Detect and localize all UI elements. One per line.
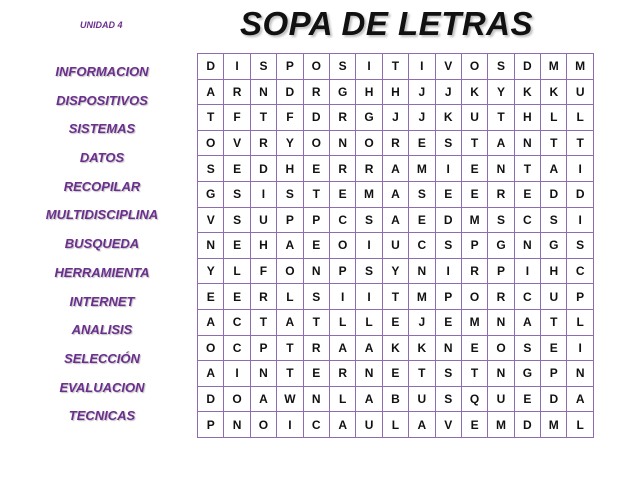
grid-cell[interactable]: K — [435, 105, 461, 131]
grid-cell[interactable]: N — [356, 361, 382, 387]
grid-cell[interactable]: C — [514, 284, 540, 310]
grid-cell[interactable]: S — [277, 181, 303, 207]
grid-cell[interactable]: A — [567, 386, 593, 412]
grid-cell[interactable]: N — [488, 309, 514, 335]
grid-cell[interactable]: D — [541, 181, 567, 207]
grid-cell[interactable]: F — [277, 105, 303, 131]
grid-cell[interactable]: R — [250, 130, 276, 156]
grid-cell[interactable]: S — [435, 386, 461, 412]
grid-cell[interactable]: E — [224, 156, 250, 182]
grid-cell[interactable]: A — [198, 309, 224, 335]
grid-cell[interactable]: N — [198, 233, 224, 259]
grid-cell[interactable]: E — [514, 181, 540, 207]
grid-cell[interactable]: O — [224, 386, 250, 412]
grid-cell[interactable]: E — [224, 233, 250, 259]
grid-cell[interactable]: F — [224, 105, 250, 131]
grid-cell[interactable]: A — [382, 181, 408, 207]
word-list-item: BUSQUEDA — [64, 236, 140, 252]
grid-cell[interactable]: M — [409, 284, 435, 310]
grid-cell[interactable]: N — [224, 412, 250, 438]
grid-cell[interactable]: H — [541, 258, 567, 284]
grid-cell[interactable]: T — [198, 105, 224, 131]
grid-cell[interactable]: G — [514, 361, 540, 387]
grid-cell[interactable]: T — [382, 284, 408, 310]
grid-cell[interactable]: T — [409, 361, 435, 387]
grid-cell[interactable]: R — [303, 79, 329, 105]
grid-cell[interactable]: A — [514, 309, 540, 335]
grid-cell[interactable]: M — [461, 309, 487, 335]
grid-cell[interactable]: T — [250, 309, 276, 335]
grid-cell[interactable]: L — [329, 386, 355, 412]
grid-cell[interactable]: D — [514, 412, 540, 438]
grid-cell[interactable]: O — [303, 130, 329, 156]
grid-cell[interactable]: A — [409, 412, 435, 438]
grid-row — [198, 233, 594, 259]
grid-cell[interactable]: E — [224, 284, 250, 310]
grid-cell[interactable]: W — [277, 386, 303, 412]
grid-cell[interactable]: L — [356, 309, 382, 335]
grid-cell[interactable]: U — [356, 412, 382, 438]
grid-cell[interactable]: O — [198, 130, 224, 156]
grid-cell[interactable]: R — [329, 105, 355, 131]
grid-cell[interactable]: D — [250, 156, 276, 182]
grid-cell[interactable]: T — [514, 156, 540, 182]
grid-cell[interactable]: G — [198, 181, 224, 207]
grid-cell[interactable]: E — [382, 361, 408, 387]
grid-cell[interactable]: L — [541, 105, 567, 131]
grid-cell[interactable]: F — [250, 258, 276, 284]
grid-cell[interactable]: C — [303, 412, 329, 438]
grid-cell[interactable]: S — [514, 335, 540, 361]
grid-cell[interactable]: L — [224, 258, 250, 284]
grid-cell[interactable]: E — [198, 284, 224, 310]
grid-cell[interactable]: K — [382, 335, 408, 361]
grid-cell[interactable]: M — [409, 156, 435, 182]
grid-cell[interactable]: N — [250, 79, 276, 105]
grid-cell[interactable]: S — [435, 233, 461, 259]
grid-cell[interactable]: S — [329, 54, 355, 80]
grid-cell[interactable]: M — [356, 181, 382, 207]
grid-cell[interactable]: C — [329, 207, 355, 233]
grid-row — [198, 79, 594, 105]
word-list-item: SISTEMAS — [68, 121, 136, 137]
grid-row — [198, 361, 594, 387]
grid-cell[interactable]: E — [461, 412, 487, 438]
grid-cell[interactable]: U — [250, 207, 276, 233]
grid-cell[interactable]: O — [461, 284, 487, 310]
grid-cell[interactable]: J — [409, 79, 435, 105]
grid-row — [198, 130, 594, 156]
grid-cell[interactable]: B — [382, 386, 408, 412]
grid-cell[interactable]: N — [303, 258, 329, 284]
grid-cell[interactable]: P — [461, 233, 487, 259]
word-list-item: EVALUACION — [59, 379, 145, 395]
grid-row — [198, 386, 594, 412]
grid-row — [198, 335, 594, 361]
grid-cell[interactable]: K — [409, 335, 435, 361]
grid-cell[interactable]: V — [224, 130, 250, 156]
grid-cell[interactable]: A — [198, 361, 224, 387]
grid-cell[interactable]: Y — [382, 258, 408, 284]
grid-cell[interactable]: O — [277, 258, 303, 284]
grid-cell[interactable]: D — [198, 54, 224, 80]
grid-cell[interactable]: O — [303, 54, 329, 80]
grid-cell[interactable]: V — [198, 207, 224, 233]
grid-cell[interactable]: N — [250, 361, 276, 387]
grid-row — [198, 284, 594, 310]
grid-cell[interactable]: R — [488, 284, 514, 310]
grid-cell[interactable]: J — [409, 105, 435, 131]
grid-cell[interactable]: N — [488, 156, 514, 182]
grid-cell[interactable]: N — [514, 130, 540, 156]
grid-cell[interactable]: P — [541, 361, 567, 387]
grid-cell[interactable]: O — [488, 335, 514, 361]
grid-cell[interactable]: S — [198, 156, 224, 182]
grid-cell[interactable]: S — [303, 284, 329, 310]
grid-cell[interactable]: N — [567, 361, 593, 387]
grid-cell[interactable]: T — [382, 54, 408, 80]
grid-cell[interactable]: P — [277, 207, 303, 233]
grid-cell[interactable]: S — [435, 361, 461, 387]
grid-cell[interactable]: H — [250, 233, 276, 259]
grid-cell[interactable]: T — [461, 130, 487, 156]
grid-cell[interactable]: E — [435, 181, 461, 207]
grid-cell[interactable]: I — [514, 258, 540, 284]
grid-cell[interactable]: I — [277, 412, 303, 438]
grid-cell[interactable]: E — [409, 207, 435, 233]
grid-cell[interactable]: L — [329, 309, 355, 335]
grid-cell[interactable]: J — [435, 79, 461, 105]
grid-cell[interactable]: I — [435, 258, 461, 284]
grid-cell[interactable]: Q — [461, 386, 487, 412]
grid-cell[interactable]: H — [277, 156, 303, 182]
grid-row — [198, 309, 594, 335]
grid-cell[interactable]: S — [250, 54, 276, 80]
grid-cell[interactable]: S — [224, 181, 250, 207]
word-list-item: INFORMACION — [55, 64, 149, 79]
grid-cell[interactable]: M — [541, 54, 567, 80]
grid-cell[interactable]: A — [329, 335, 355, 361]
grid-cell[interactable]: C — [224, 335, 250, 361]
grid-cell[interactable]: E — [461, 181, 487, 207]
grid-cell[interactable]: M — [488, 412, 514, 438]
grid-cell[interactable]: P — [303, 207, 329, 233]
grid-cell[interactable]: E — [382, 309, 408, 335]
grid-cell[interactable]: A — [382, 207, 408, 233]
grid-cell[interactable]: P — [198, 412, 224, 438]
grid-cell[interactable]: S — [435, 130, 461, 156]
grid-row — [198, 258, 594, 284]
grid-cell[interactable]: D — [277, 79, 303, 105]
grid-cell[interactable]: H — [356, 79, 382, 105]
grid-cell[interactable]: A — [488, 130, 514, 156]
grid-cell[interactable]: P — [488, 258, 514, 284]
grid-cell[interactable]: S — [409, 181, 435, 207]
grid-cell[interactable]: T — [567, 130, 593, 156]
grid-cell[interactable]: K — [461, 79, 487, 105]
grid-cell[interactable]: J — [409, 309, 435, 335]
grid-cell[interactable]: D — [567, 181, 593, 207]
grid-cell[interactable]: N — [435, 335, 461, 361]
grid-cell[interactable]: A — [329, 412, 355, 438]
grid-cell[interactable]: P — [250, 335, 276, 361]
grid-cell[interactable]: I — [567, 207, 593, 233]
grid-cell[interactable]: A — [198, 79, 224, 105]
grid-cell[interactable]: S — [224, 207, 250, 233]
grid-cell[interactable]: U — [541, 284, 567, 310]
grid-cell[interactable]: S — [567, 233, 593, 259]
grid-cell[interactable]: I — [567, 335, 593, 361]
word-list-item: MULTIDISCIPLINA — [45, 207, 159, 223]
grid-cell[interactable]: C — [567, 258, 593, 284]
grid-cell[interactable]: E — [514, 386, 540, 412]
grid-cell[interactable]: K — [541, 79, 567, 105]
grid-cell[interactable]: T — [303, 181, 329, 207]
grid-cell[interactable]: G — [541, 233, 567, 259]
grid-cell[interactable]: U — [488, 386, 514, 412]
grid-cell[interactable]: I — [435, 156, 461, 182]
grid-cell[interactable]: S — [488, 207, 514, 233]
grid-cell[interactable]: O — [461, 54, 487, 80]
grid-cell[interactable]: Y — [488, 79, 514, 105]
grid-cell[interactable]: V — [435, 54, 461, 80]
grid-cell[interactable]: E — [303, 156, 329, 182]
grid-cell[interactable]: C — [224, 309, 250, 335]
grid-cell[interactable]: L — [567, 309, 593, 335]
grid-cell[interactable]: M — [541, 412, 567, 438]
grid-cell[interactable]: P — [567, 284, 593, 310]
grid-cell[interactable]: N — [409, 258, 435, 284]
word-list-item: TECNICAS — [68, 408, 136, 424]
grid-cell[interactable]: R — [329, 361, 355, 387]
grid-cell[interactable]: A — [277, 233, 303, 259]
grid-cell[interactable]: R — [382, 130, 408, 156]
grid-row — [198, 54, 594, 80]
grid-cell[interactable]: L — [382, 412, 408, 438]
grid-cell[interactable]: Y — [277, 130, 303, 156]
grid-cell[interactable]: I — [329, 284, 355, 310]
grid-cell[interactable]: I — [356, 54, 382, 80]
grid-cell[interactable]: L — [567, 412, 593, 438]
word-list — [28, 62, 176, 435]
grid-cell[interactable]: P — [277, 54, 303, 80]
grid-cell[interactable]: M — [461, 207, 487, 233]
grid-cell[interactable]: I — [250, 181, 276, 207]
grid-cell[interactable]: H — [514, 105, 540, 131]
grid-cell[interactable]: L — [567, 105, 593, 131]
grid-cell[interactable]: E — [461, 335, 487, 361]
word-list-item: INTERNET — [69, 293, 135, 309]
grid-cell[interactable]: G — [356, 105, 382, 131]
grid-cell[interactable]: R — [303, 335, 329, 361]
grid-cell[interactable]: S — [488, 54, 514, 80]
grid-row — [198, 412, 594, 438]
grid-cell[interactable]: I — [224, 54, 250, 80]
grid-cell[interactable]: A — [356, 386, 382, 412]
grid-cell[interactable]: E — [461, 156, 487, 182]
grid-cell[interactable]: D — [435, 207, 461, 233]
grid-cell[interactable]: I — [409, 54, 435, 80]
grid-cell[interactable]: T — [303, 309, 329, 335]
grid-cell[interactable]: C — [409, 233, 435, 259]
grid-cell[interactable]: A — [382, 156, 408, 182]
grid-cell[interactable]: R — [250, 284, 276, 310]
grid-cell[interactable]: D — [303, 105, 329, 131]
letter-grid — [197, 53, 594, 438]
grid-cell[interactable]: C — [514, 207, 540, 233]
grid-cell[interactable]: N — [329, 130, 355, 156]
grid-cell[interactable]: E — [541, 335, 567, 361]
grid-cell[interactable]: T — [541, 130, 567, 156]
grid-cell[interactable]: A — [356, 335, 382, 361]
grid-cell[interactable]: H — [382, 79, 408, 105]
grid-cell[interactable]: G — [329, 79, 355, 105]
grid-cell[interactable]: T — [250, 105, 276, 131]
grid-cell[interactable]: U — [409, 386, 435, 412]
grid-cell[interactable]: U — [567, 79, 593, 105]
grid-cell[interactable]: M — [567, 54, 593, 80]
grid-cell[interactable]: E — [435, 309, 461, 335]
grid-cell[interactable]: I — [224, 361, 250, 387]
grid-cell[interactable]: U — [461, 105, 487, 131]
unit-label: UNIDAD 4 — [80, 20, 123, 30]
grid-cell[interactable]: D — [198, 386, 224, 412]
grid-cell[interactable]: L — [277, 284, 303, 310]
grid-cell[interactable]: D — [541, 386, 567, 412]
grid-row — [198, 207, 594, 233]
grid-cell[interactable]: P — [329, 258, 355, 284]
grid-cell[interactable]: O — [329, 233, 355, 259]
grid-cell[interactable]: S — [356, 207, 382, 233]
grid-cell[interactable]: S — [356, 258, 382, 284]
grid-cell[interactable]: R — [488, 181, 514, 207]
grid-cell[interactable]: N — [303, 386, 329, 412]
grid-cell[interactable]: T — [488, 105, 514, 131]
grid-cell[interactable]: O — [250, 412, 276, 438]
grid-cell[interactable]: O — [198, 335, 224, 361]
word-list-item: DISPOSITIVOS — [56, 92, 148, 108]
grid-row — [198, 156, 594, 182]
word-list-item: RECOPILAR — [63, 178, 141, 194]
grid-cell[interactable]: V — [435, 412, 461, 438]
grid-cell[interactable]: N — [514, 233, 540, 259]
grid-cell[interactable]: A — [250, 386, 276, 412]
word-list-item: ANALISIS — [71, 322, 133, 338]
grid-cell[interactable]: I — [567, 156, 593, 182]
grid-cell[interactable]: R — [461, 258, 487, 284]
grid-cell[interactable]: R — [224, 79, 250, 105]
grid-cell[interactable]: T — [277, 361, 303, 387]
grid-cell[interactable]: E — [409, 130, 435, 156]
grid-cell[interactable]: A — [541, 156, 567, 182]
grid-cell[interactable]: D — [514, 54, 540, 80]
grid-cell[interactable]: E — [303, 233, 329, 259]
grid-cell[interactable]: R — [356, 156, 382, 182]
grid-cell[interactable]: T — [461, 361, 487, 387]
word-list-item: DATOS — [79, 150, 125, 166]
grid-cell[interactable]: N — [488, 361, 514, 387]
grid-cell[interactable]: E — [303, 361, 329, 387]
grid-cell[interactable]: S — [541, 207, 567, 233]
grid-cell[interactable]: A — [277, 309, 303, 335]
grid-cell[interactable]: E — [329, 181, 355, 207]
grid-cell[interactable]: I — [356, 284, 382, 310]
grid-cell[interactable]: J — [382, 105, 408, 131]
grid-cell[interactable]: T — [277, 335, 303, 361]
grid-cell[interactable]: U — [382, 233, 408, 259]
grid-cell[interactable]: G — [488, 233, 514, 259]
grid-row — [198, 181, 594, 207]
word-list-item: SELECCIÓN — [64, 350, 140, 366]
grid-cell[interactable]: R — [329, 156, 355, 182]
grid-row — [198, 105, 594, 131]
grid-cell[interactable]: O — [356, 130, 382, 156]
grid-cell[interactable]: P — [435, 284, 461, 310]
grid-cell[interactable]: T — [541, 309, 567, 335]
grid-cell[interactable]: I — [356, 233, 382, 259]
grid-cell[interactable]: Y — [198, 258, 224, 284]
word-list-item: HERRAMIENTA — [54, 264, 150, 280]
grid-cell[interactable]: K — [514, 79, 540, 105]
page-title: SOPA DE LETRAS — [240, 5, 534, 42]
